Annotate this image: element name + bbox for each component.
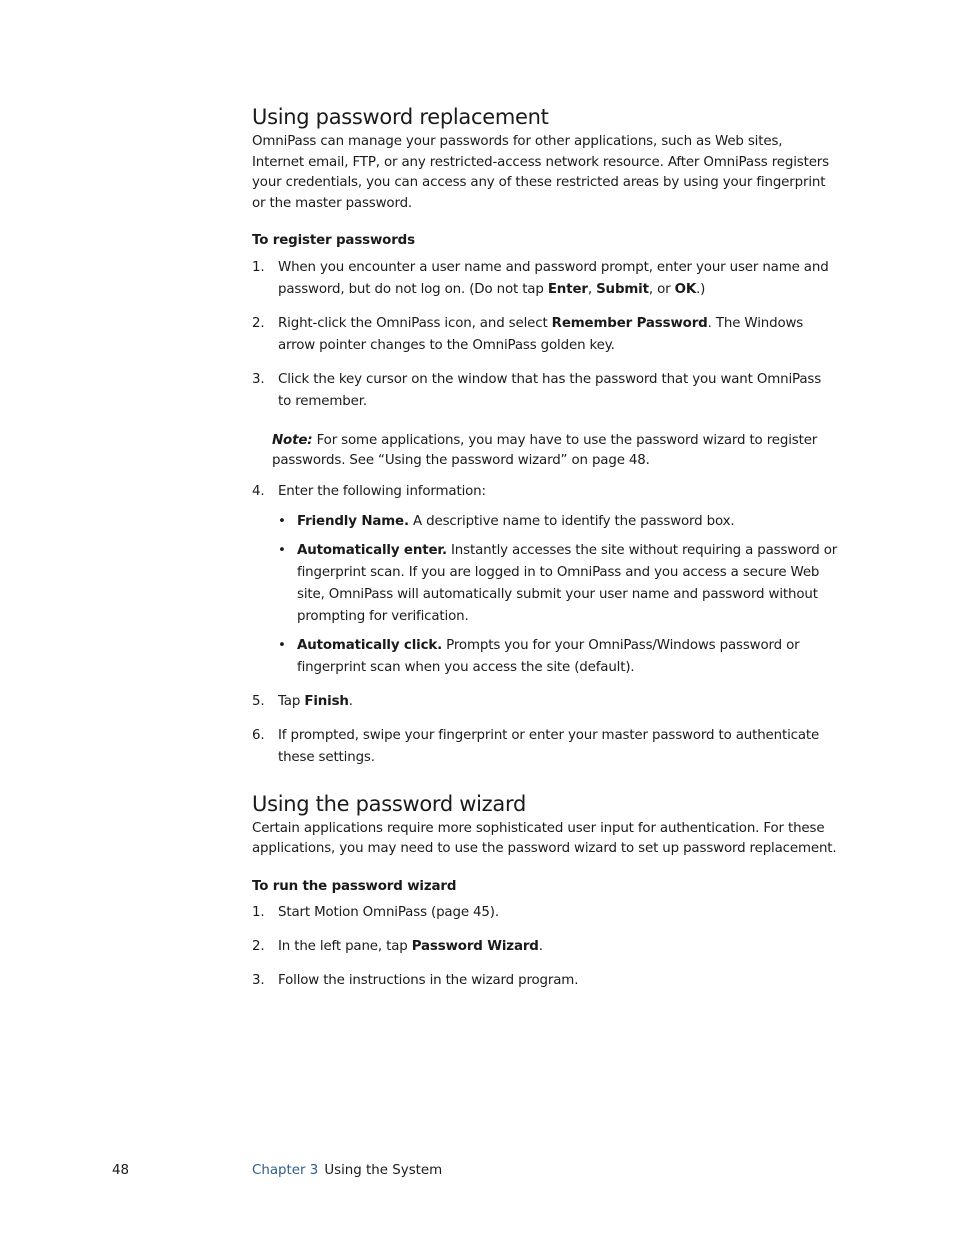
- step-number: 4.: [252, 483, 265, 499]
- section-heading-password-replacement: Using password replacement: [252, 105, 549, 129]
- bullet-text: Instantly accesses the site without requiring a password or fingerprint scan. If you are logged in to OmniPass and you access a secure Web site, OmniPass will automatically submit your user name and password without prompting for verification.: [297, 542, 838, 624]
- bullet-text: A descriptive name to identify the password box.: [408, 513, 735, 529]
- register-steps-list-final: [252, 691, 838, 769]
- running-footer: [252, 1161, 442, 1181]
- step-text: .): [696, 281, 706, 297]
- content-column: [252, 104, 838, 992]
- step-number: 1.: [252, 905, 265, 920]
- step-text: Start Motion OmniPass (page 45).: [278, 905, 499, 920]
- step-4: [252, 481, 838, 503]
- section-intro-password-replacement: OmniPass can manage your passwords for other applications, such as Web sites, Internet email, FTP, or any restricted-access network resource. After OmniPass registers your credentials, you can access any of these restricted areas by using your fingerprint or the master password.: [252, 134, 829, 211]
- register-steps-list: [252, 257, 838, 413]
- step-2: [252, 313, 838, 357]
- bullet-dot: •: [278, 542, 286, 558]
- step-text: .: [348, 693, 353, 709]
- step-number: 2.: [252, 315, 265, 331]
- password-wizard-keyword: Password Wizard: [411, 939, 539, 954]
- chapter-title: Using the System: [324, 1163, 443, 1178]
- step-text: Follow the instructions in the wizard program.: [278, 973, 579, 988]
- bullet-term: Friendly Name.: [297, 513, 409, 529]
- wizard-step-2: [252, 936, 838, 958]
- step-number: 2.: [252, 939, 265, 954]
- procedure-title-register-passwords: To register passwords: [252, 233, 415, 248]
- information-bullets: [252, 511, 838, 679]
- step-text: ,: [587, 281, 597, 297]
- step-1: [252, 257, 838, 301]
- enter-keyword: Enter: [547, 281, 588, 297]
- step-text: Enter the following information:: [278, 483, 486, 499]
- remember-password-keyword: Remember Password: [551, 315, 708, 331]
- step-6: [252, 725, 838, 769]
- bullet-dot: •: [278, 637, 286, 653]
- page-number: 48: [112, 1163, 130, 1178]
- step-number: 6.: [252, 727, 265, 743]
- bullet-text: Prompts you for your OmniPass/Windows password or fingerprint scan when you access the site (default).: [297, 637, 800, 675]
- wizard-step-3: [252, 970, 838, 992]
- step-number: 3.: [252, 973, 265, 988]
- section-intro-password-wizard: Certain applications require more sophisticated user input for authentication. For these applications, you may need to use the password wizard to set up password replacement.: [252, 820, 837, 856]
- step-number: 3.: [252, 371, 265, 387]
- step-text: . The Windows arrow pointer changes to the OmniPass golden key.: [278, 315, 804, 353]
- bullet-automatically-click: [252, 635, 838, 679]
- step-5: [252, 691, 838, 713]
- step-text: .: [538, 939, 543, 954]
- bullet-dot: •: [278, 513, 286, 529]
- note-label: Note:: [272, 432, 313, 448]
- section-heading-password-wizard: Using the password wizard: [252, 791, 526, 816]
- step-text: Click the key cursor on the window that has the password that you want OmniPass to remember.: [278, 371, 822, 409]
- note-block: [252, 431, 838, 471]
- procedure-title-run-wizard: To run the password wizard: [252, 878, 457, 894]
- step-text: Right-click the OmniPass icon, and select: [278, 315, 552, 331]
- step-3: [252, 369, 838, 413]
- wizard-steps-list: [252, 902, 838, 992]
- register-steps-list-continued: [252, 481, 838, 503]
- note-text: For some applications, you may have to use the password wizard to register passwords. See “Using the password wizard” on page 48.: [272, 432, 818, 468]
- step-text: If prompted, swipe your fingerprint or enter your master password to authenticate these settings.: [278, 727, 820, 765]
- bullet-automatically-enter: [252, 540, 838, 628]
- bullet-friendly-name: [252, 511, 838, 533]
- bullet-term: Automatically click.: [297, 637, 443, 653]
- finish-keyword: Finish: [304, 693, 349, 709]
- step-text: Tap: [278, 693, 305, 709]
- ok-keyword: OK: [674, 281, 697, 297]
- wizard-step-1: [252, 902, 838, 924]
- submit-keyword: Submit: [596, 281, 649, 297]
- step-number: 1.: [252, 259, 265, 275]
- step-text: , or: [648, 281, 675, 297]
- step-text: In the left pane, tap: [278, 939, 412, 954]
- step-text: When you encounter a user name and password prompt, enter your user name and password, but do not log on. (Do not tap: [278, 259, 829, 297]
- chapter-label: Chapter 3: [252, 1163, 319, 1178]
- bullet-term: Automatically enter.: [297, 542, 447, 558]
- step-number: 5.: [252, 693, 265, 709]
